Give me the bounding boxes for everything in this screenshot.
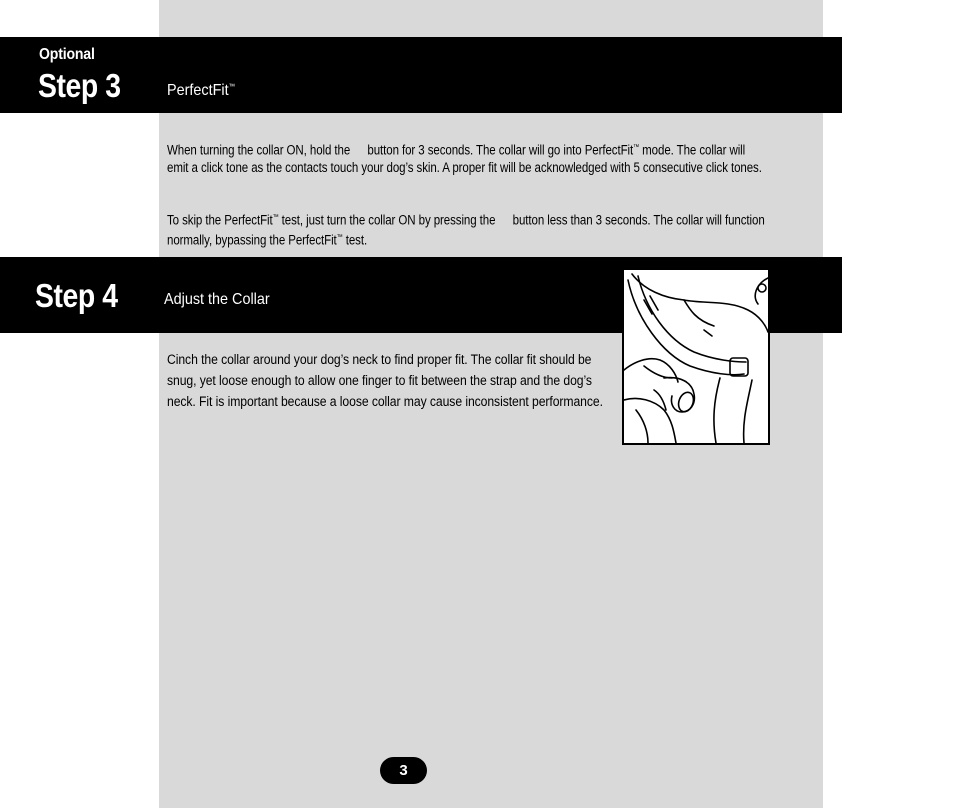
step3-paragraph-2: To skip the PerfectFit™ test, just turn the collar ON by pressing the button less than 3 seconds. The collar will function normally, bypassing the PerfectFit™ test.	[167, 212, 765, 248]
collar-fit-illustration	[622, 268, 770, 445]
page-number-badge: 3	[380, 757, 427, 784]
step3-title: Step 3	[38, 67, 121, 104]
step4-subtitle: Adjust the Collar	[164, 291, 270, 308]
hand-collar-drawing-icon	[624, 270, 768, 443]
step4-paragraph: Cinch the collar around your dog’s neck to find proper fit. The collar fit should be snug, yet loose enough to allow one finger to fit between the strap and the dog’s neck. Fit is important because a loose collar may cause inconsistent performance.	[167, 352, 603, 410]
step3-header	[0, 37, 842, 113]
step3-paragraph-1: When turning the collar ON, hold the button for 3 seconds. The collar will go into PerfectFit™ mode. The collar will emit a click tone as the contacts touch your dog’s skin. A proper fit will be acknowledged with 5 consecutive click tones.	[167, 142, 762, 176]
step4-title: Step 4	[35, 277, 118, 314]
step3-subtitle: PerfectFit™	[167, 82, 235, 99]
optional-label: Optional	[39, 46, 95, 63]
